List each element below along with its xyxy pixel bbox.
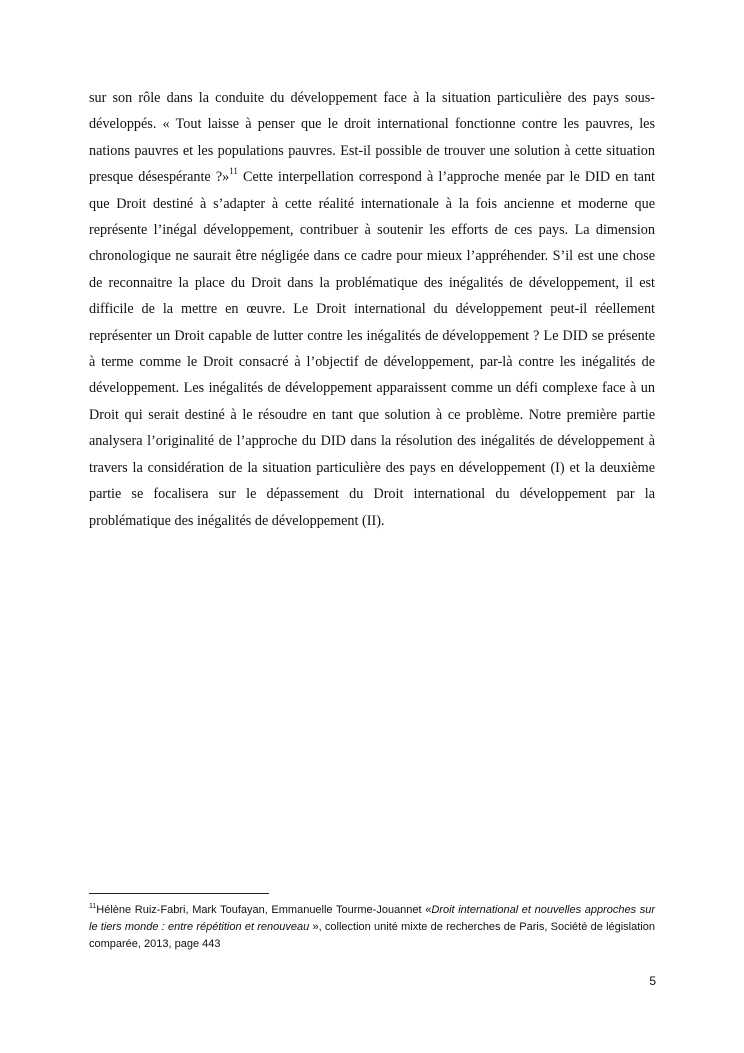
body-paragraph <box>89 85 655 534</box>
footnote <box>89 902 655 953</box>
footnote-publication: », collection unité mixte de recherches de Paris, Société de législation comparée, 2013, page 443 <box>89 921 655 950</box>
body-text-part-1: sur son rôle dans la conduite du développement face à la situation particulière des pays sous-développés. « Tout laisse à penser que le droit international fonctionne contre les pauvres, les nations pauvres et les populations pauvres. Est-il possible de trouver une solution à cette situation presque désespérante ?» <box>89 90 655 186</box>
body-text-part-2: Cette interpellation correspond à l’approche menée par le DID en tant que Droit destiné à s’adapter à cette réalité internationale à la fois ancienne et moderne que représente l’inégal développement, contribuer à soutenir les efforts de ces pays. La dimension chronologique ne saurait être négligée dans ce cadre pour mieux l’appréhender. S’il est une chose de reconnaitre la place du Droit dans la problématique des inégalités de développement, il est difficile de la mettre en œuvre. Le Droit international du développement peut-il réellement représenter un Droit capable de lutter contre les inégalités de développement ? Le DID se présente à terme comme le Droit consacré à l’objectif de développement, par-là contre les inégalités de développement. Les inégalités de développement apparaissent comme un défi complexe face à un Droit qui serait destiné à le résoudre en tant que solution à ce problème. Notre première partie analysera l’originalité de l’approche du DID dans la résolution des inégalités de développement à travers la considération de la situation particulière des pays en développement (I) et la deuxième partie se focalisera sur le dépassement du Droit international du développement par la problématique des inégalités de développement (II). <box>89 169 655 529</box>
footnote-number: 11 <box>89 903 97 910</box>
page-number: 5 <box>649 974 656 988</box>
footnote-title: Droit international et nouvelles approches sur le tiers monde : entre répétition et renouveau <box>89 904 655 933</box>
footnote-separator <box>89 893 269 894</box>
footnote-authors: Hélène Ruiz-Fabri, Mark Toufayan, Emmanuelle Tourme-Jouannet « <box>96 904 432 916</box>
footnote-reference[interactable]: 11 <box>229 166 238 177</box>
